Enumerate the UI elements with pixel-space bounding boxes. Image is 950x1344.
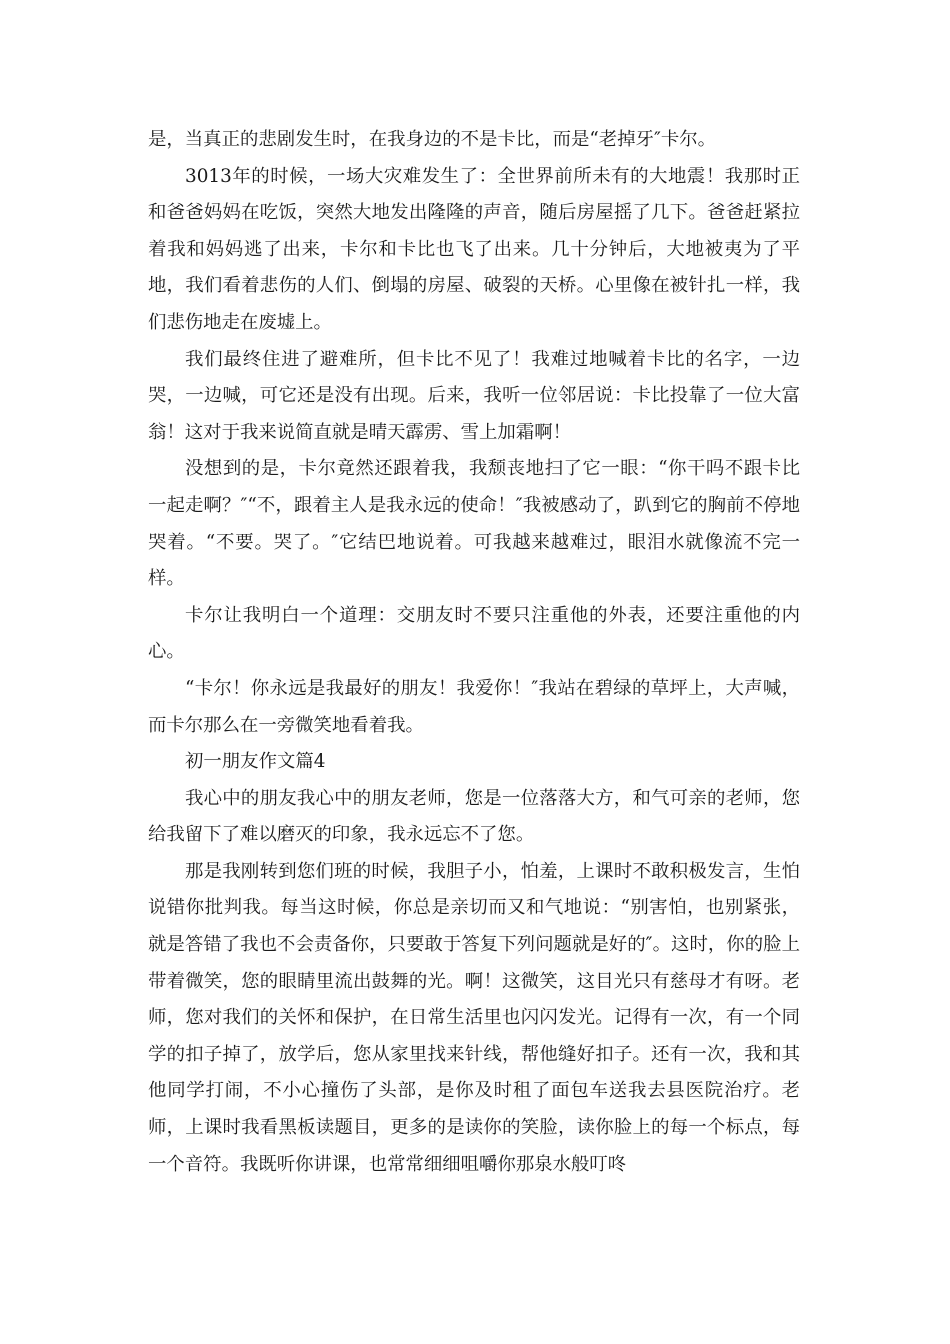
paragraph-karl-loyal: 没想到的是，卡尔竟然还跟着我，我颓丧地扫了它一眼：“你干吗不跟卡比一起走啊？″“不，跟着主人是我永远的使命！″我被感动了，趴到它的胸前不停地哭着。“不要。哭了。″它结巴地说着。可我越来越难过，眼泪水就像流不完一样。 — [148, 458, 800, 590]
paragraph-shelter: 我们最终住进了避难所，但卡比不见了！我难过地喊着卡比的名字，一边哭，一边喊，可它还是没有出现。后来，我听一位邻居说：卡比投靠了一位大富翁！这对于我来说简直就是晴天霹雳、雪上加霜啊！ — [148, 348, 800, 443]
paragraph-continuation: 是，当真正的悲剧发生时，在我身边的不是卡比，而是“老掉牙″卡尔。 — [148, 129, 716, 150]
paragraph-teacher-memory: 那是我刚转到您们班的时候，我胆子小，怕羞，上课时不敢积极发言，生怕说错你批判我。每当这时候，你总是亲切而又和气地说：“别害怕，也别紧张，就是答错了我也不会责备你，只要敢于答复下列问题就是好的″。这时，你的脸上带着微笑，您的眼睛里流出鼓舞的光。啊！这微笑，这目光只有慈母才有呀。老师，您对我们的关怀和保护，在日常生活里也闪闪发光。记得有一次，有一个同学的扣子掉了，放学后，您从家里找来针线，帮他缝好扣子。还有一次，我和其他同学打闹，不小心撞伤了头部，是你及时租了面包车送我去县医院治疗。老师，上课时我看黑板读题目，更多的是读你的笑脸，读你脸上的每一个标点，每一个音符。我既听你讲课，也常常细细咀嚼你那泉水般叮咚 — [148, 860, 800, 1175]
paragraph-best-friend: “卡尔！你永远是我最好的朋友！我爱你！″我站在碧绿的草坪上，大声喊，而卡尔那么在一旁微笑地看着我。 — [148, 677, 800, 736]
paragraph-lesson: 卡尔让我明白一个道理：交朋友时不要只注重他的外表，还要注重他的内心。 — [148, 604, 800, 663]
paragraph-teacher-intro: 我心中的朋友我心中的朋友老师，您是一位落落大方，和气可亲的老师，您给我留下了难以磨灭的印象，我永远忘不了您。 — [148, 787, 800, 846]
document-page — [148, 122, 800, 1183]
paragraph-earthquake: 3013年的时候，一场大灾难发生了：全世界前所未有的大地震！我那时正和爸爸妈妈在吃饭，突然大地发出隆隆的声音，随后房屋摇了几下。爸爸赶紧拉着我和妈妈逃了出来，卡尔和卡比也飞了出来。几十分钟后，大地被夷为了平地，我们看着悲伤的人们、倒塌的房屋、破裂的天桥。心里像在被针扎一样，我们悲伤地走在废墟上。 — [148, 165, 800, 333]
section-heading: 初一朋友作文篇4 — [185, 751, 326, 773]
